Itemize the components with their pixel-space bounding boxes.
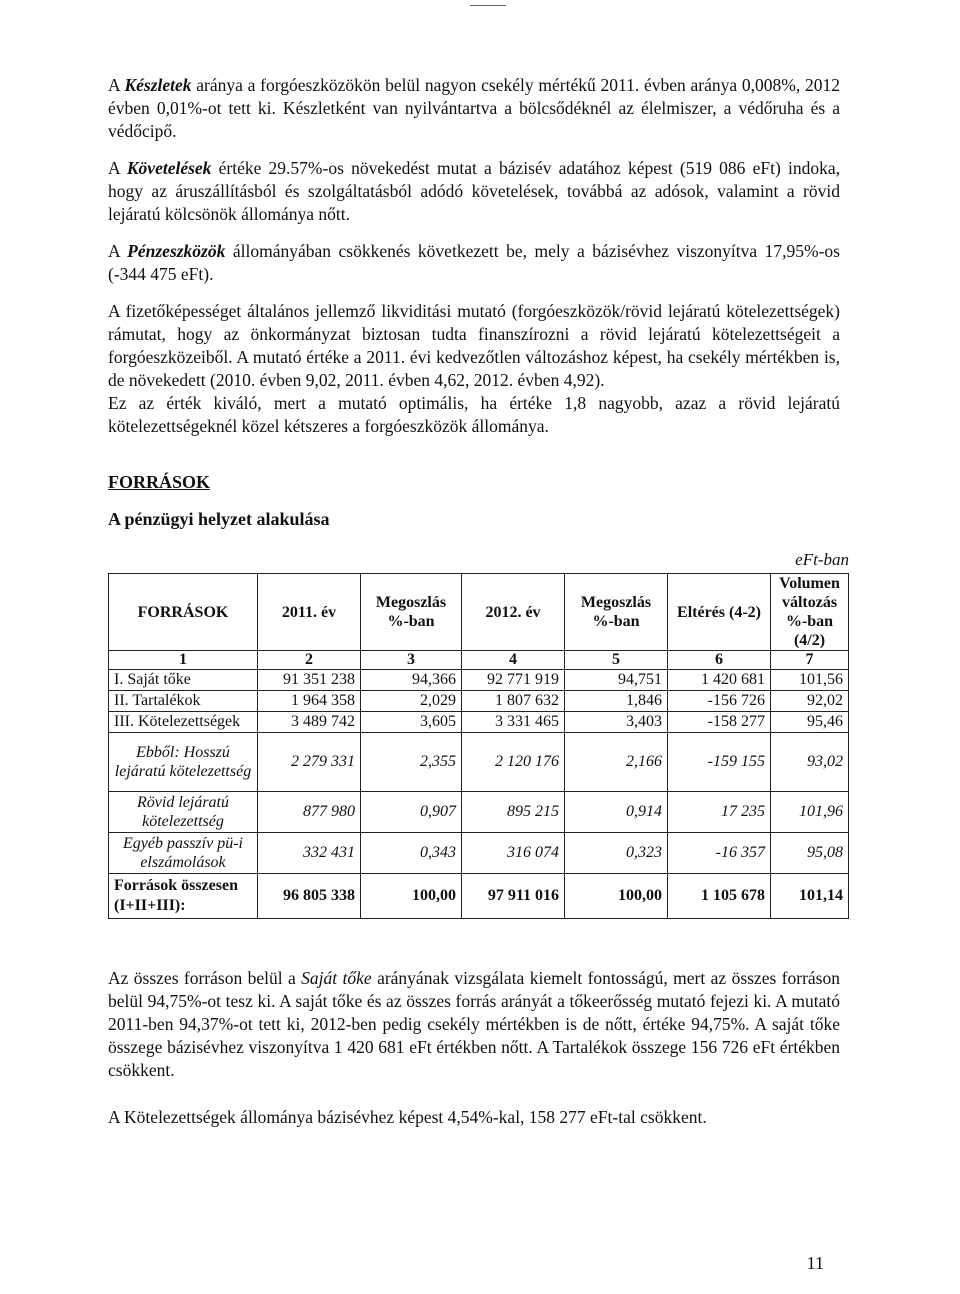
column-number-row: 1 2 3 4 5 6 7 bbox=[109, 651, 849, 670]
term-sajat-toke: Saját tőke bbox=[301, 968, 372, 988]
col-header-forrasok: FORRÁSOK bbox=[109, 574, 258, 651]
sources-table bbox=[108, 573, 849, 919]
paragraph-keszletek: A Készletek aránya a forgóeszközökön belül nagyon csekély mértékű 2011. évben aránya 0,008%, 2012 évben 0,01%-ot tett ki. Készletként van nyilvántartva a bölcsődéknél az élelmiszer, a védőruha és a védőcipő. bbox=[108, 75, 840, 141]
table-row: Egyéb passzív pü-i elszámolások 332 431 0,343 316 074 0,323 -16 357 95,08 bbox=[109, 833, 849, 874]
paragraph-penzeszkozok: A Pénzeszközök állományában csökkenés következett be, mely a bázisévhez viszonyítva 17,95%-os (-344 475 eFt). bbox=[108, 241, 840, 284]
term-kovetelesek: Követelések bbox=[126, 158, 212, 178]
section-title: FORRÁSOK bbox=[108, 472, 211, 492]
top-rule bbox=[470, 5, 506, 6]
col-header-megoszlas-2012: Megoszlás %-ban bbox=[565, 574, 668, 651]
term-penzeszkozok: Pénzeszközök bbox=[127, 241, 226, 261]
col-header-2012: 2012. év bbox=[462, 574, 565, 651]
col-header-megoszlas-2011: Megoszlás %-ban bbox=[361, 574, 462, 651]
subsection-title: A pénzügyi helyzet alakulása bbox=[108, 509, 330, 529]
page-number: 11 bbox=[806, 1253, 824, 1273]
table-row: III. Kötelezettségek 3 489 742 3,605 3 331 465 3,403 -158 277 95,46 bbox=[109, 712, 849, 733]
table-row: Ebből: Hosszú lejáratú kötelezettség 2 279 331 2,355 2 120 176 2,166 -159 155 93,02 bbox=[109, 733, 849, 792]
table-row: Rövid lejáratú kötelezettség 877 980 0,907 895 215 0,914 17 235 101,96 bbox=[109, 792, 849, 833]
table-row: I. Saját tőke 91 351 238 94,366 92 771 919 94,751 1 420 681 101,56 bbox=[109, 670, 849, 691]
table-total-row: Források összesen (I+II+III): 96 805 338 100,00 97 911 016 100,00 1 105 678 101,14 bbox=[109, 874, 849, 919]
col-header-volumen: Volumen változás %-ban (4/2) bbox=[771, 574, 849, 651]
paragraph-optimalis: Ez az érték kiváló, mert a mutató optimális, ha értéke 1,8 nagyobb, azaz a rövid lejáratú kötelezettségeknél közel kétszeres a forgóeszközök állománya. bbox=[108, 393, 840, 436]
col-header-elteres: Eltérés (4-2) bbox=[668, 574, 771, 651]
paragraph-likviditas: A fizetőképességet általános jellemző likviditási mutató (forgóeszközök/rövid lejáratú kötelezettségek) rámutat, hogy az önkormányzat biztosan tudta finanszírozni a rövid lejáratú kötelezettségeit a forgóeszközeiből. A mutató értéke a 2011. évi kedvezőtlen változáshoz képest, ha csekély mértékben is, de növekedett (2010. évben 9,02, 2011. évben 4,62, 2012. évben 4,92). bbox=[108, 301, 840, 390]
page-content bbox=[108, 74, 849, 1129]
paragraph-sajat-toke: Az összes forráson belül a Saját tőke arányának vizsgálata kiemelt fontosságú, mert az összes forráson belül 94,75%-ot tesz ki. A saját tőke és az összes forrás arányát a tőkeerősség mutató fejezi ki. A mutató 2011-ben 94,37%-ot tett ki, 2012-ben pedig csekély mértékben is de nőtt, értéke 94,75%. A saját tőke összege bázisévhez viszonyítva 1 420 681 eFt értékben nőtt. A Tartalékok összege 156 726 eFt értékben csökkent. bbox=[108, 968, 840, 1080]
table-row: II. Tartalékok 1 964 358 2,029 1 807 632 1,846 -156 726 92,02 bbox=[109, 691, 849, 712]
unit-label: eFt-ban bbox=[795, 550, 849, 569]
col-header-2011: 2011. év bbox=[258, 574, 361, 651]
paragraph-kotelezettsegek: A Kötelezettségek állománya bázisévhez képest 4,54%-kal, 158 277 eFt-tal csökkent. bbox=[108, 1107, 707, 1127]
term-keszletek: Készletek bbox=[124, 75, 192, 95]
paragraph-kovetelesek: A Követelések értéke 29.57%-os növekedést mutat a bázisév adatához képest (519 086 eFt) indoka, hogy az áruszállításból és szolgáltatásból adódó követelések, továbbá az adósok, valamint a rövid lejáratú kölcsönök állománya nőtt. bbox=[108, 158, 840, 224]
